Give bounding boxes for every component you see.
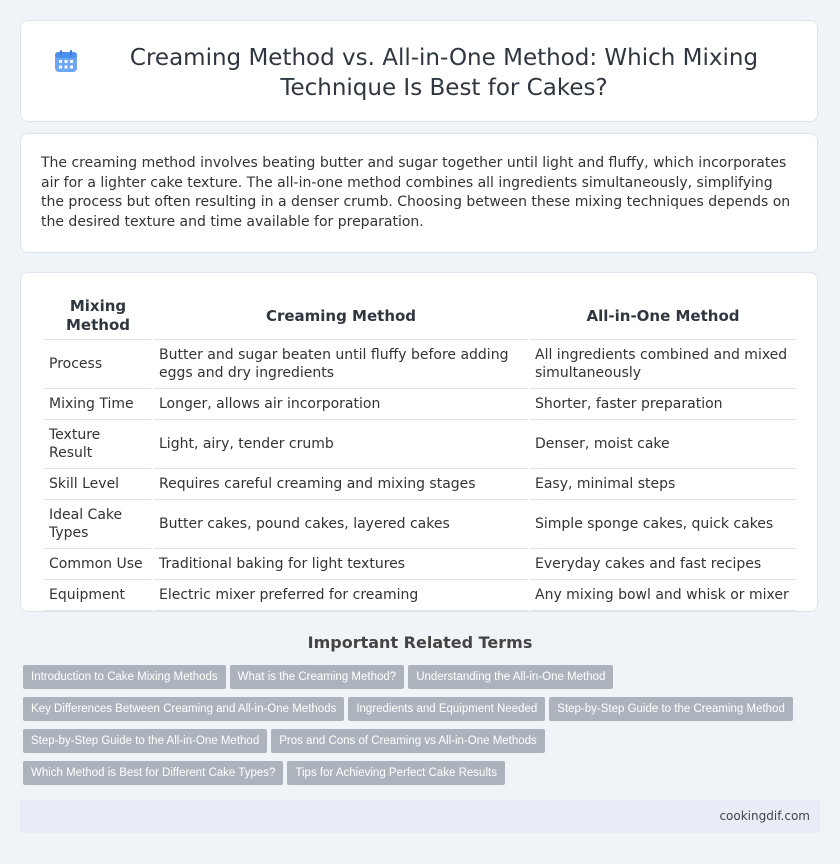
table-row [44, 500, 796, 549]
header-card [20, 20, 818, 122]
all-in-one-cell: Everyday cakes and fast recipes [530, 549, 796, 580]
creaming-cell: Longer, allows air incorporation [154, 389, 528, 420]
row-label: Ideal Cake Types [44, 500, 152, 549]
related-terms-list [23, 665, 823, 793]
header-creaming-method: Creaming Method [154, 293, 528, 340]
creaming-cell: Butter cakes, pound cakes, layered cakes [154, 500, 528, 549]
footer-site-link[interactable]: cookingdif.com [719, 809, 810, 823]
table-row [44, 549, 796, 580]
related-term-tag[interactable]: Step-by-Step Guide to the All-in-One Method [23, 729, 267, 753]
all-in-one-cell: Simple sponge cakes, quick cakes [530, 500, 796, 549]
row-label: Skill Level [44, 469, 152, 500]
comparison-table-card [20, 272, 818, 612]
related-term-tag[interactable]: What is the Creaming Method? [230, 665, 405, 689]
related-term-tag[interactable]: Ingredients and Equipment Needed [348, 697, 545, 721]
row-label: Common Use [44, 549, 152, 580]
table-header-row [44, 293, 796, 340]
related-term-tag[interactable]: Step-by-Step Guide to the Creaming Method [549, 697, 793, 721]
table-row [44, 469, 796, 500]
related-term-tag[interactable]: Key Differences Between Creaming and All-in-One Methods [23, 697, 344, 721]
footer [20, 800, 820, 833]
table-row [44, 580, 796, 611]
all-in-one-cell: Any mixing bowl and whisk or mixer [530, 580, 796, 611]
creaming-cell: Traditional baking for light textures [154, 549, 528, 580]
all-in-one-cell: Shorter, faster preparation [530, 389, 796, 420]
creaming-cell: Requires careful creaming and mixing stages [154, 469, 528, 500]
header-all-in-one-method: All-in-One Method [530, 293, 796, 340]
header-mixing-method: Mixing Method [44, 293, 152, 340]
table-row [44, 420, 796, 469]
all-in-one-cell: All ingredients combined and mixed simultaneously [530, 340, 796, 389]
all-in-one-cell: Denser, moist cake [530, 420, 796, 469]
related-term-tag[interactable]: Tips for Achieving Perfect Cake Results [287, 761, 505, 785]
all-in-one-cell: Easy, minimal steps [530, 469, 796, 500]
related-term-tag[interactable]: Introduction to Cake Mixing Methods [23, 665, 226, 689]
page-title: Creaming Method vs. All-in-One Method: Which Mixing Technique Is Best for Cakes? [129, 45, 759, 101]
row-label: Mixing Time [44, 389, 152, 420]
related-term-tag[interactable]: Understanding the All-in-One Method [408, 665, 613, 689]
creaming-cell: Electric mixer preferred for creaming [154, 580, 528, 611]
comparison-table [42, 293, 798, 611]
related-term-tag[interactable]: Which Method is Best for Different Cake Types? [23, 761, 283, 785]
row-label: Process [44, 340, 152, 389]
intro-paragraph: The creaming method involves beating butter and sugar together until light and fluffy, which incorporates air for a lighter cake texture. The all-in-one method combines all ingredients simultaneously, simplifying the process but often resulting in a denser crumb. Choosing between these mixing techniques depends on the desired texture and time available for preparation. [41, 155, 791, 230]
row-label: Texture Result [44, 420, 152, 469]
table-row [44, 340, 796, 389]
creaming-cell: Light, airy, tender crumb [154, 420, 528, 469]
related-term-tag[interactable]: Pros and Cons of Creaming vs All-in-One Methods [271, 729, 545, 753]
related-terms-heading: Important Related Terms [307, 633, 533, 652]
calendar-icon [53, 48, 79, 74]
intro-card [20, 133, 818, 253]
row-label: Equipment [44, 580, 152, 611]
table-row [44, 389, 796, 420]
creaming-cell: Butter and sugar beaten until fluffy before adding eggs and dry ingredients [154, 340, 528, 389]
